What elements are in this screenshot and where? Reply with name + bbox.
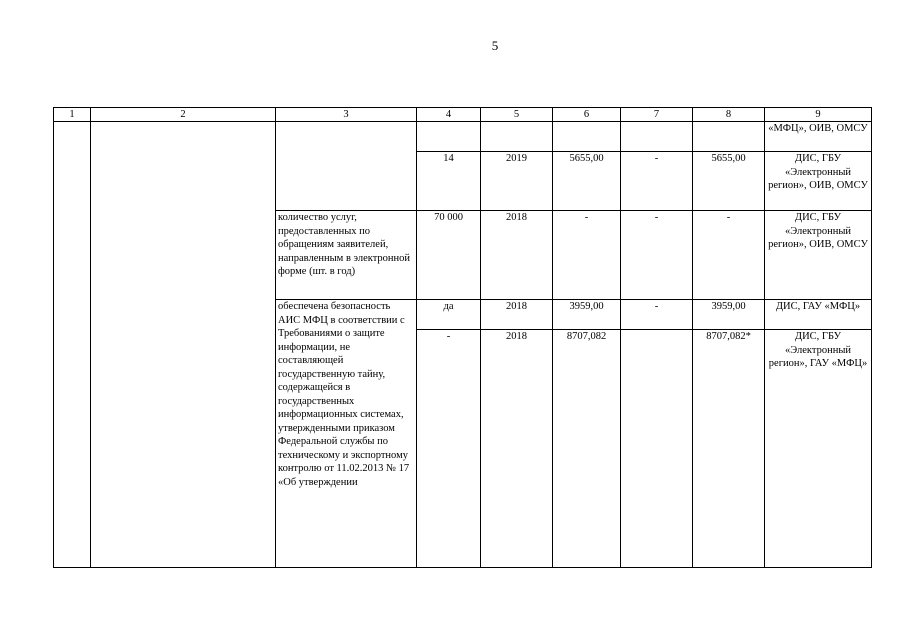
table-cell-col8: 8707,082* xyxy=(693,330,765,568)
header-cell-9: 9 xyxy=(765,108,872,122)
table-cell-col7: - xyxy=(621,152,693,211)
header-cell-6: 6 xyxy=(553,108,621,122)
header-cell-8: 8 xyxy=(693,108,765,122)
table-cell-col4: 14 xyxy=(417,152,481,211)
header-cell-3: 3 xyxy=(276,108,417,122)
table-cell-col8 xyxy=(693,122,765,152)
table-cell-col7 xyxy=(621,122,693,152)
table-cell-col1 xyxy=(54,122,91,568)
table-cell-col6: - xyxy=(553,211,621,300)
table-cell-col5: 2018 xyxy=(481,300,553,330)
header-cell-2: 2 xyxy=(91,108,276,122)
table-cell-col9: ДИС, ГБУ «Электронный регион», ОИВ, ОМСУ xyxy=(765,211,872,300)
table-cell-col4: 70 000 xyxy=(417,211,481,300)
table-cell-col5: 2018 xyxy=(481,211,553,300)
table-cell-col9: «МФЦ», ОИВ, ОМСУ xyxy=(765,122,872,152)
table-cell-col9: ДИС, ГБУ «Электронный регион», ОИВ, ОМСУ xyxy=(765,152,872,211)
table-cell-col7: - xyxy=(621,211,693,300)
table-header-row xyxy=(54,108,872,122)
table-cell-col4: да xyxy=(417,300,481,330)
table-cell-col2 xyxy=(91,122,276,568)
table-cell-col8: 5655,00 xyxy=(693,152,765,211)
table-cell-col9: ДИС, ГБУ «Электронный регион», ГАУ «МФЦ» xyxy=(765,330,872,568)
table-cell-col3: обеспечена безопасность АИС МФЦ в соответствии с Требованиями о защите информации, не составляющей государственную тайну, содержащейся в государственных информационных системах, утвержденными приказом Федеральной службы по техническому и экспортному контролю от 11.02.2013 № 17 «Об утверждении xyxy=(276,300,417,568)
table-cell-col5: 2018 xyxy=(481,330,553,568)
table-row xyxy=(54,122,872,152)
table-cell-col4 xyxy=(417,122,481,152)
page-number: 5 xyxy=(491,38,499,53)
table-cell-col6 xyxy=(553,122,621,152)
table-cell-col8: - xyxy=(693,211,765,300)
table-cell-col6: 8707,082 xyxy=(553,330,621,568)
table-cell-col7 xyxy=(621,330,693,568)
table-cell-col4: - xyxy=(417,330,481,568)
table-cell-col6: 5655,00 xyxy=(553,152,621,211)
header-cell-4: 4 xyxy=(417,108,481,122)
table-cell-col7: - xyxy=(621,300,693,330)
table-cell-col8: 3959,00 xyxy=(693,300,765,330)
table-cell-col6: 3959,00 xyxy=(553,300,621,330)
header-cell-1: 1 xyxy=(54,108,91,122)
document-table xyxy=(53,107,872,568)
header-cell-7: 7 xyxy=(621,108,693,122)
table-cell-col9: ДИС, ГАУ «МФЦ» xyxy=(765,300,872,330)
header-cell-5: 5 xyxy=(481,108,553,122)
table-cell-col5 xyxy=(481,122,553,152)
table-cell-col3: количество услуг, предоставленных по обращениям заявителей, направленным в электронной форме (шт. в год) xyxy=(276,211,417,300)
table-cell-col5: 2019 xyxy=(481,152,553,211)
table-cell-col3 xyxy=(276,122,417,211)
